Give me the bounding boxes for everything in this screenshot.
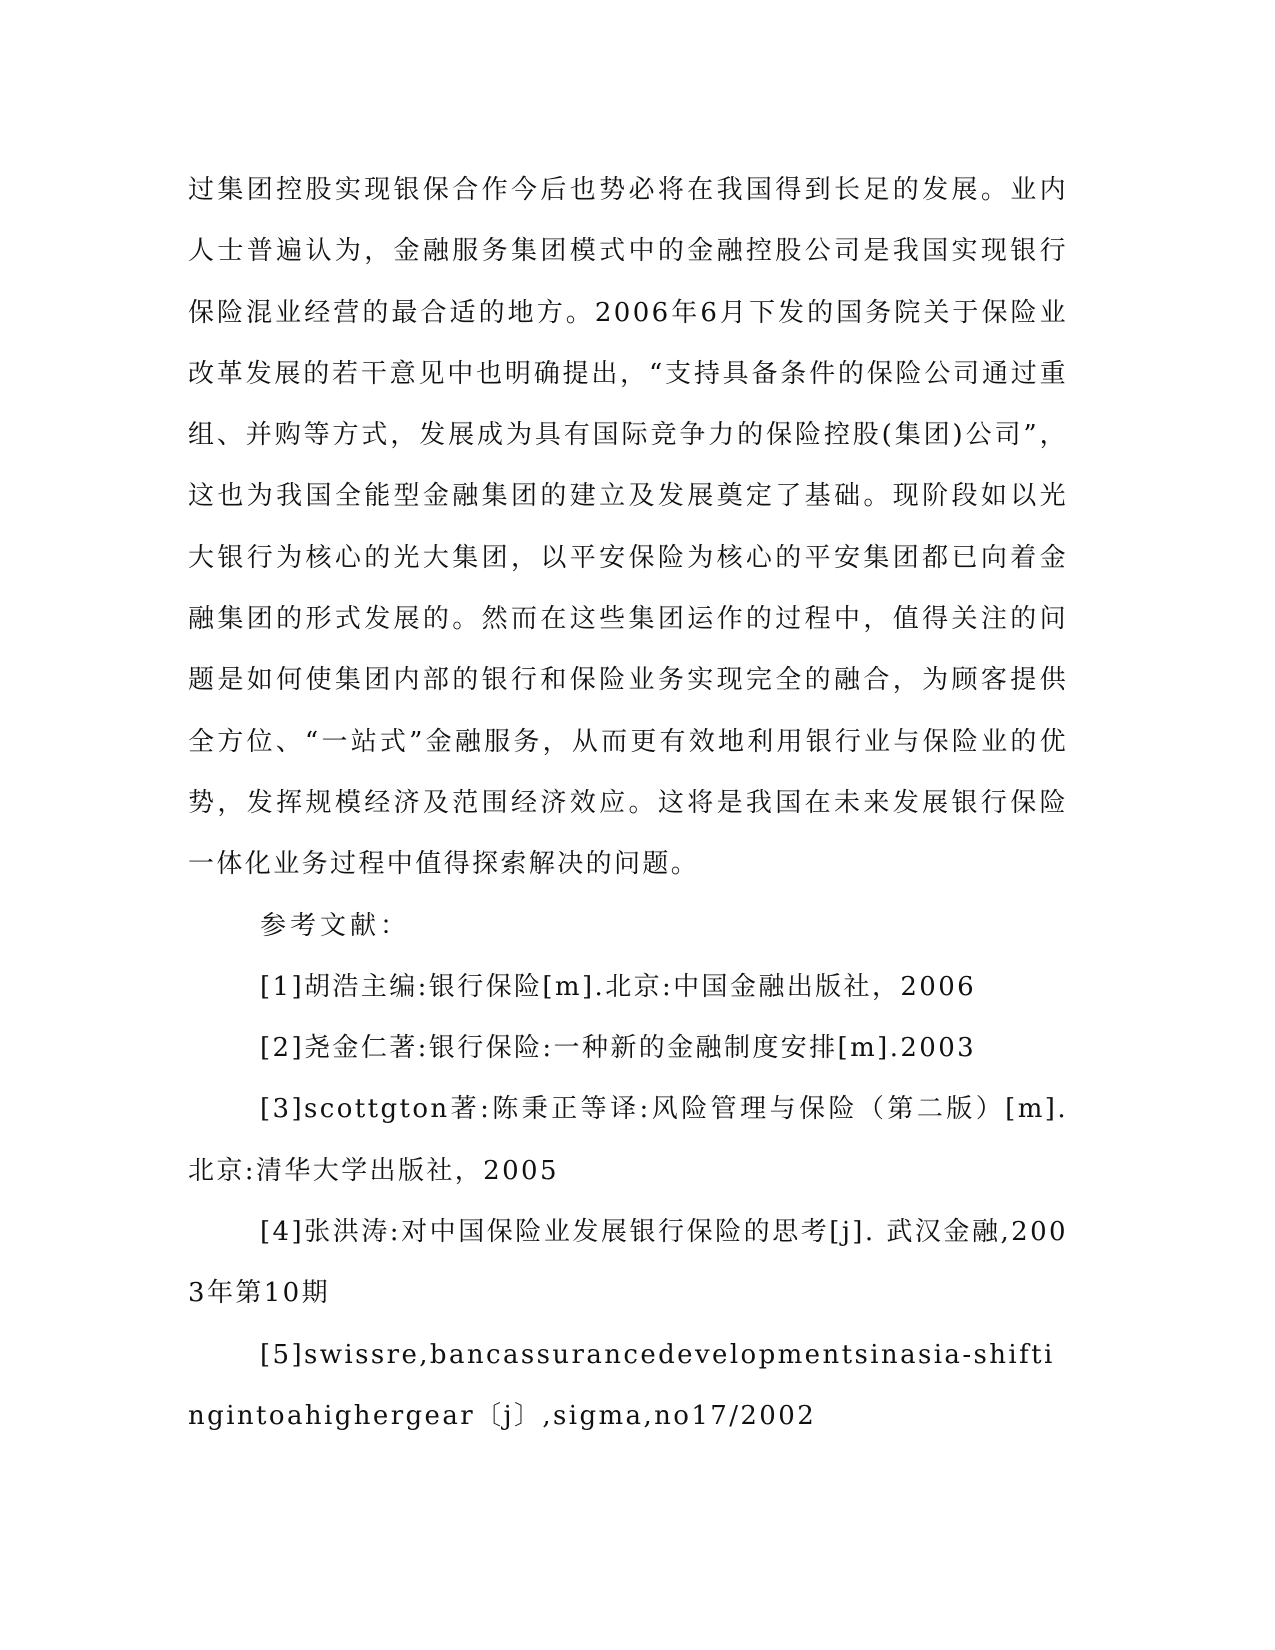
document-text [188, 160, 1068, 1447]
reference-item: [5]swissre,bancassurancedevelopmentsinasia-shiftingintoahighergear〔j〕,sigma,no17/2002 [188, 1339, 1055, 1431]
body-paragraph: 过集团控股实现银保合作今后也势必将在我国得到长足的发展。业内人士普遍认为，金融服务集团模式中的金融控股公司是我国实现银行保险混业经营的最合适的地方。2006年6月下发的国务院关于保险业改革发展的若干意见中也明确提出，“支持具备条件的保险公司通过重组、并购等方式，发展成为具有国际竞争力的保险控股(集团)公司”，这也为我国全能型金融集团的建立及发展奠定了基础。现阶段如以光大银行为核心的光大集团，以平安保险为核心的平安集团都已向着金融集团的形式发展的。然而在这些集团运作的过程中，值得关注的问题是如何使集团内部的银行和保险业务实现完全的融合，为顾客提供全方位、“一站式”金融服务，从而更有效地利用银行业与保险业的优势，发挥规模经济及范围经济效应。这将是我国在未来发展银行保险一体化业务过程中值得探索解决的问题。 [188, 175, 1068, 880]
reference-item: [1]胡浩主编:银行保险[m].北京:中国金融出版社，2006 [260, 971, 977, 1002]
references-heading: 参考文献： [260, 910, 411, 941]
reference-item: [3]scottgton著:陈秉正等译:风险管理与保险（第二版）[m].北京:清华大学出版社，2005 [188, 1094, 1068, 1186]
reference-item: [4]张洪涛:对中国保险业发展银行保险的思考[j]. 武汉金融,2003年第10期 [188, 1217, 1068, 1309]
reference-item: [2]尧金仁著:银行保险:一种新的金融制度安排[m].2003 [260, 1033, 977, 1064]
